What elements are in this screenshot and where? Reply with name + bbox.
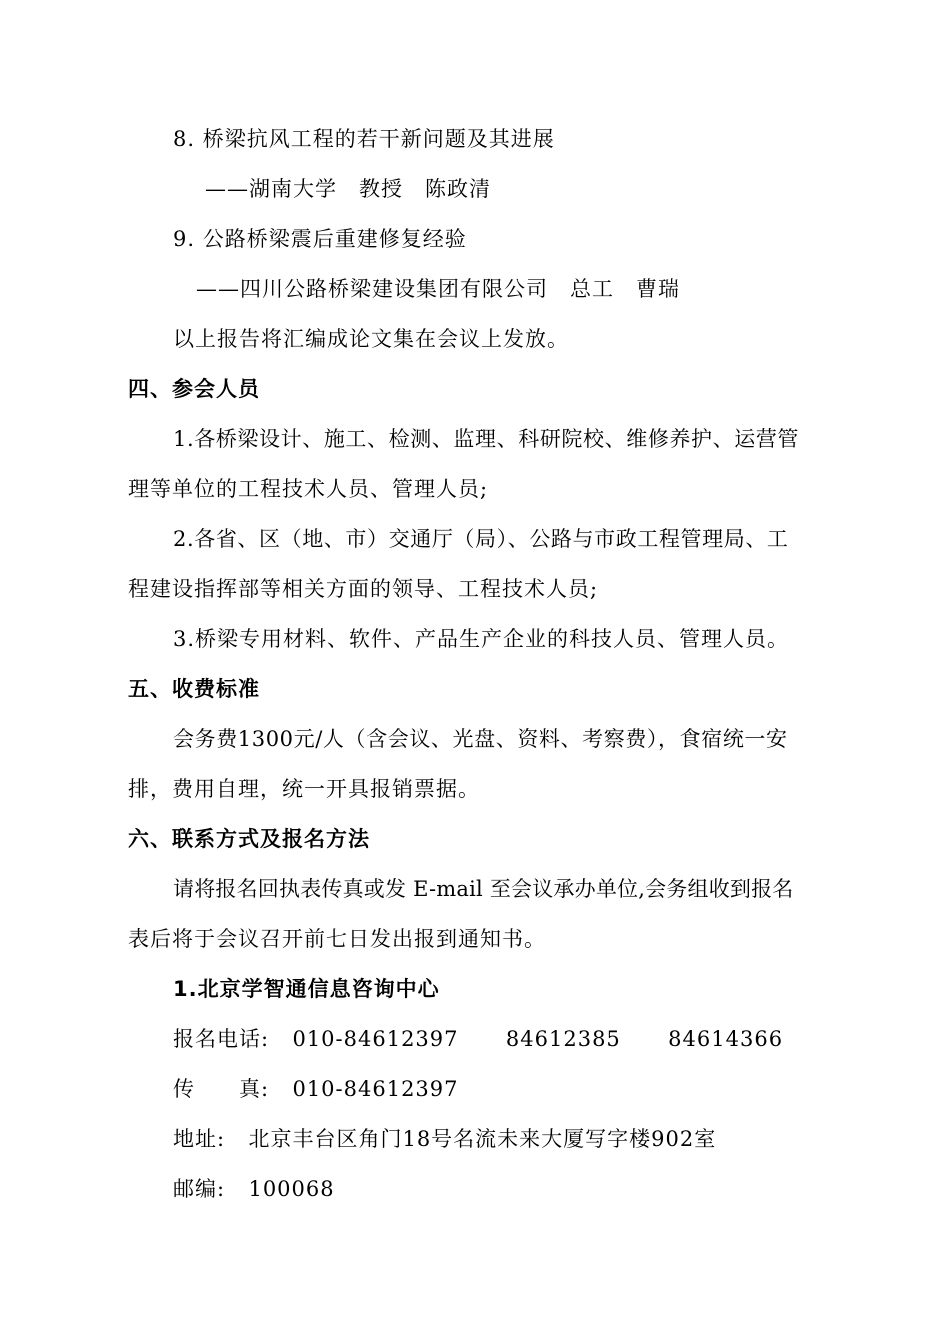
address-label: 地址:: [173, 1127, 226, 1151]
section-4-item-2-line-2: 程建设指挥部等相关方面的领导、工程技术人员;: [128, 577, 599, 601]
section-4-item-2-line-1: 2.各省、区（地、市）交通厅（局）、公路与市政工程管理局、工: [173, 527, 789, 551]
phone-label: 报名电话:: [173, 1027, 270, 1051]
talk-8-speaker: ——湖南大学 教授 陈政清: [205, 177, 491, 201]
postcode-label: 邮编:: [173, 1177, 226, 1201]
section-4-item-1-line-1: 1.各桥梁设计、施工、检测、监理、科研院校、维修养护、运营管: [173, 427, 800, 451]
section-4-item-1-line-2: 理等单位的工程技术人员、管理人员;: [128, 477, 489, 501]
talk-8-title: 8. 桥梁抗风工程的若干新问题及其进展: [173, 127, 555, 151]
section-6-paragraph-line-1: 请将报名回执表传真或发 E-mail 至会议承办单位,会务组收到报名: [173, 877, 794, 901]
section-5-heading: 五、收费标准: [128, 677, 260, 701]
talk-9-title: 9. 公路桥梁震后重建修复经验: [173, 227, 467, 251]
section-5-paragraph-line-2: 排，费用自理，统一开具报销票据。: [128, 777, 480, 801]
section-6-heading: 六、联系方式及报名方法: [128, 827, 370, 851]
section-6-paragraph-line-2: 表后将于会议召开前七日发出报到通知书。: [128, 927, 546, 951]
postcode-row: [173, 1174, 335, 1204]
address-row: [173, 1124, 716, 1154]
phone-row: [173, 1024, 783, 1054]
phone-number-3: 84614366: [668, 1027, 784, 1051]
talks-note: 以上报告将汇编成论文集在会议上发放。: [173, 327, 569, 351]
fax-label: 传 真:: [173, 1077, 270, 1101]
organization-heading: 1.北京学智通信息咨询中心: [173, 977, 440, 1001]
section-4-item-3: 3.桥梁专用材料、软件、产品生产企业的科技人员、管理人员。: [173, 627, 790, 651]
phone-number-2: 84612385: [505, 1027, 621, 1051]
fax-number: 010-84612397: [292, 1077, 459, 1101]
talk-9-speaker: ——四川公路桥梁建设集团有限公司 总工 曹瑞: [196, 277, 680, 301]
section-5-paragraph-line-1: 会务费1300元/人（含会议、光盘、资料、考察费），食宿统一安: [173, 727, 788, 751]
fax-row: [173, 1074, 459, 1104]
address-value: 北京丰台区角门18号名流未来大厦写字楼902室: [248, 1127, 717, 1151]
phone-number-1: 010-84612397: [292, 1027, 459, 1051]
section-4-heading: 四、参会人员: [128, 377, 260, 401]
postcode-value: 100068: [248, 1177, 335, 1201]
